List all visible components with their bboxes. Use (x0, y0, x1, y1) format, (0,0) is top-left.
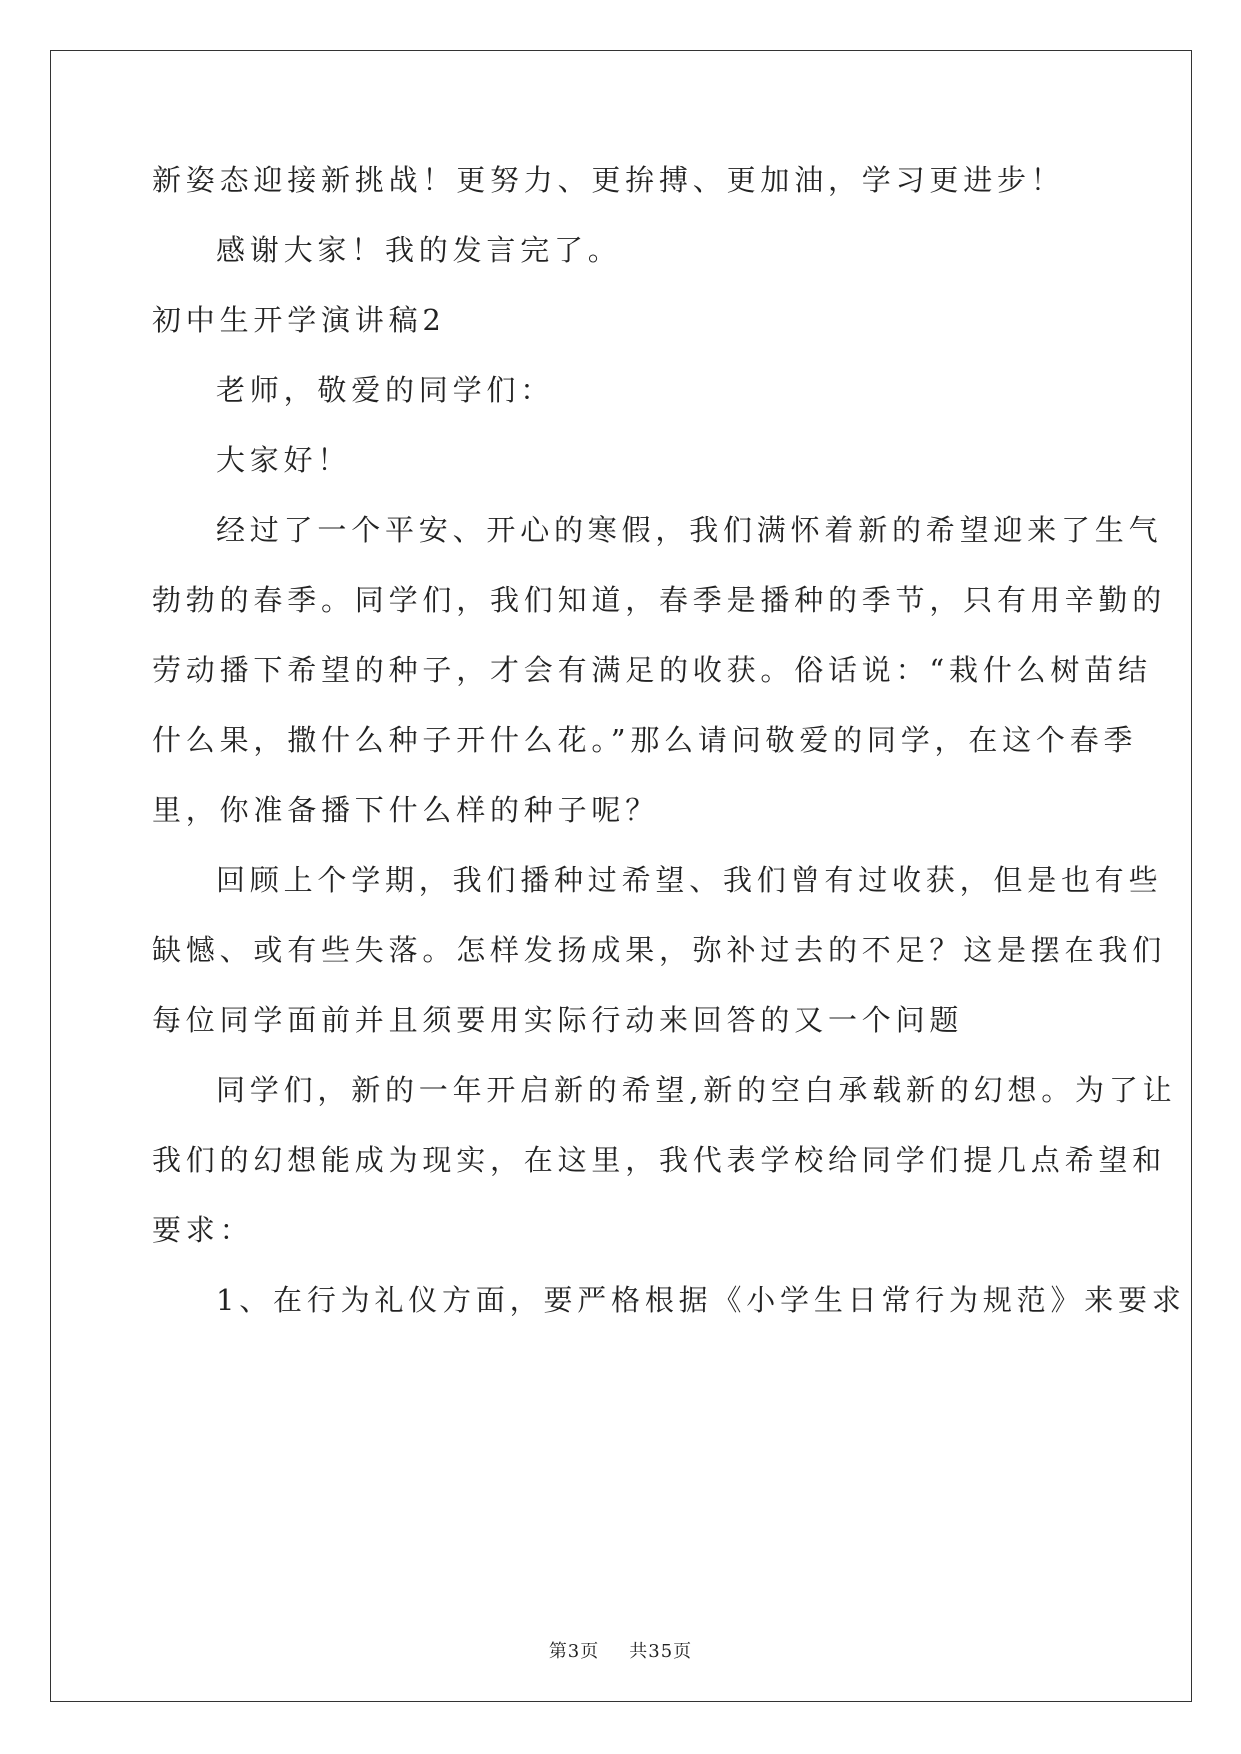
greeting: 大家好！ (216, 443, 352, 477)
body-line: 里，你准备播下什么样的种子呢？ (152, 793, 660, 827)
body-line: 什么果，撒什么种子开什么花。”那么请问敬爱的同学，在这个春季 (152, 723, 1138, 757)
body-line: 缺憾、或有些失落。怎样发扬成果，弥补过去的不足？这是摆在我们 (152, 933, 1167, 967)
body-line: 新姿态迎接新挑战！更努力、更拚搏、更加油，学习更进步！ (152, 163, 1065, 197)
page-total: 共35页 (629, 1641, 693, 1662)
body-line: 勃勃的春季。同学们，我们知道，春季是播种的季节，只有用辛勤的 (152, 583, 1167, 617)
body-line: 劳动播下希望的种子，才会有满足的收获。俗话说：“栽什么树苗结 (152, 653, 1152, 687)
page-footer (0, 1637, 1241, 1663)
body-line: 感谢大家！我的发言完了。 (216, 233, 622, 267)
body-line: 1、在行为礼仪方面，要严格根据《小学生日常行为规范》来要求 (216, 1283, 1186, 1317)
body-line: 回顾上个学期，我们播种过希望、我们曾有过收获，但是也有些 (216, 863, 1163, 897)
body-line: 每位同学面前并且须要用实际行动来回答的又一个问题 (152, 1003, 964, 1037)
body-line: 经过了一个平安、开心的寒假，我们满怀着新的希望迎来了生气 (216, 513, 1163, 547)
body-line: 同学们，新的一年开启新的希望,新的空白承载新的幻想。为了让 (216, 1073, 1177, 1107)
salutation: 老师，敬爱的同学们： (216, 373, 555, 407)
body-line: 我们的幻想能成为现实，在这里，我代表学校给同学们提几点希望和 (152, 1143, 1167, 1177)
section-heading: 初中生开学演讲稿2 (152, 303, 446, 337)
body-line: 要求： (152, 1213, 254, 1247)
page-number: 第3页 (548, 1641, 600, 1662)
